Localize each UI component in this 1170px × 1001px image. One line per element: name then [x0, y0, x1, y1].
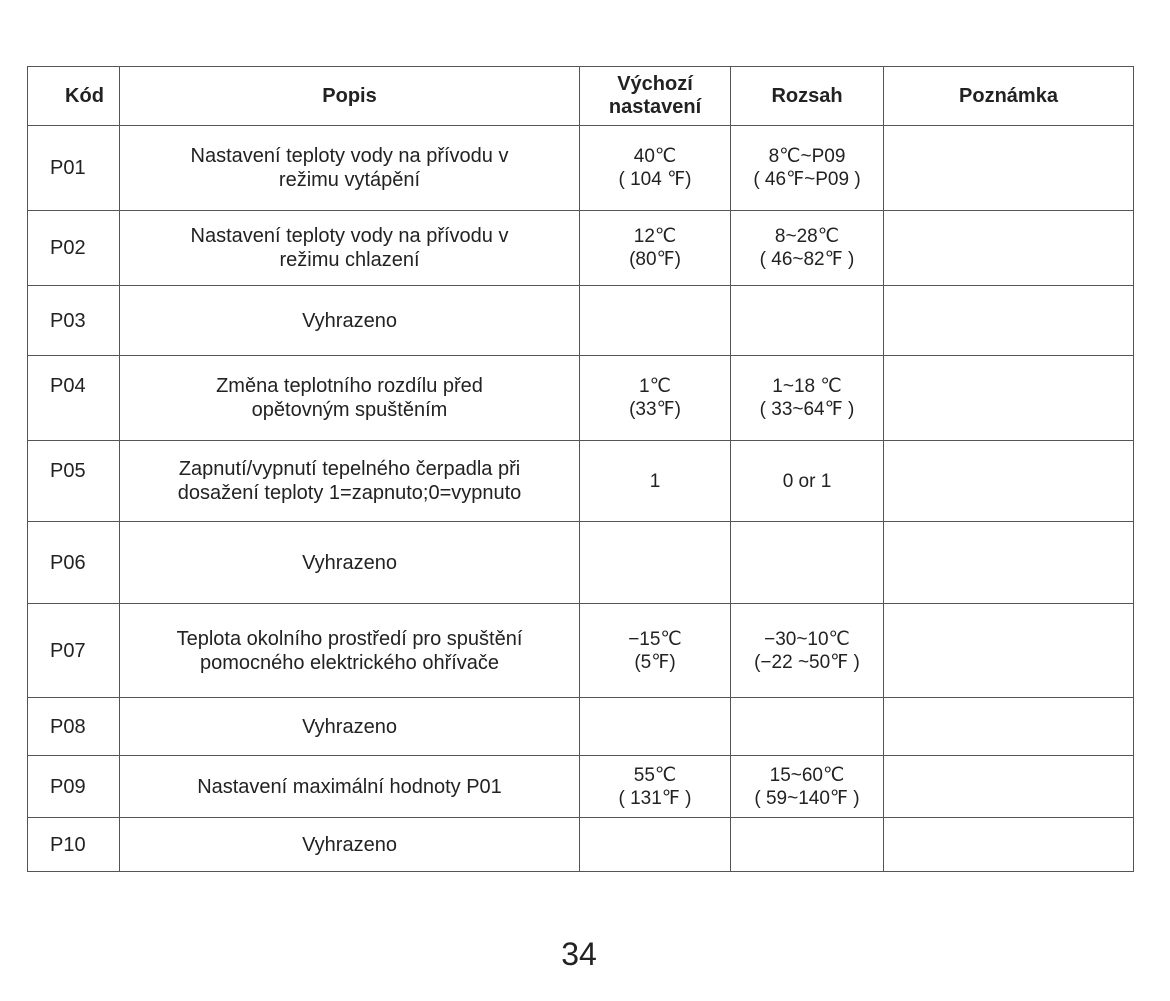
cell-range-line2: ( 33~64℉ ): [759, 399, 855, 420]
cell-default: [580, 522, 731, 604]
cell-code: P04: [28, 356, 120, 441]
cell-range: [731, 286, 884, 356]
cell-description-line2: režimu vytápění: [278, 169, 421, 191]
cell-range: [731, 818, 884, 872]
cell-note: [884, 818, 1134, 872]
cell-description-line2: pomocného elektrického ohřívače: [199, 651, 500, 674]
cell-range-line1: 8~28℃: [774, 226, 840, 247]
cell-code: P07: [28, 604, 120, 698]
cell-description-line1: Zapnutí/vypnutí tepelného čerpadla při: [178, 458, 521, 480]
cell-note: [884, 756, 1134, 818]
cell-note: [884, 604, 1134, 698]
header-code: Kód: [28, 67, 120, 126]
cell-default-line1: −15℃: [628, 628, 682, 650]
cell-default: [580, 698, 731, 756]
cell-code: P01: [28, 126, 120, 211]
cell-description-line1: Vyhrazeno: [302, 715, 397, 738]
table-row: [28, 286, 1134, 356]
cell-range: [731, 126, 884, 211]
cell-description-line1: Vyhrazeno: [302, 551, 397, 574]
header-default-line1: Výchozí: [617, 73, 693, 95]
cell-range: [731, 698, 884, 756]
cell-range-line2: ( 59~140℉ ): [754, 787, 860, 809]
cell-range-line1: 8℃~P09: [768, 146, 846, 167]
cell-description: [120, 441, 580, 522]
header-range: Rozsah: [731, 67, 884, 126]
cell-description: [120, 698, 580, 756]
cell-default-line2: ( 131℉ ): [618, 787, 692, 809]
cell-default-line1: 1: [649, 470, 661, 492]
cell-description-line2: dosažení teploty 1=zapnuto;0=vypnuto: [177, 482, 522, 504]
cell-range-line2: ( 46℉~P09 ): [753, 169, 861, 190]
cell-description: [120, 211, 580, 286]
cell-code: P02: [28, 211, 120, 286]
cell-range-line1: 0 or 1: [782, 470, 832, 492]
cell-code: P10: [28, 818, 120, 872]
cell-default-line1: 40℃: [633, 146, 677, 167]
cell-code: P05: [28, 441, 120, 522]
cell-description: [120, 356, 580, 441]
cell-code: P03: [28, 286, 120, 356]
cell-range-line2: ( 46~82℉ ): [759, 249, 855, 270]
cell-code: P08: [28, 698, 120, 756]
cell-default-line2: (80℉): [629, 249, 681, 270]
cell-description: [120, 756, 580, 818]
cell-description-line1: Změna teplotního rozdílu před: [216, 375, 483, 397]
cell-range: [731, 356, 884, 441]
header-description: Popis: [120, 67, 580, 126]
cell-description-line1: Teplota okolního prostředí pro spuštění: [176, 627, 523, 650]
cell-range: [731, 756, 884, 818]
cell-note: [884, 698, 1134, 756]
header-default-line2: nastavení: [608, 96, 702, 118]
cell-description-line1: Vyhrazeno: [302, 833, 397, 856]
cell-default-line2: (33℉): [629, 399, 681, 420]
cell-range: [731, 604, 884, 698]
table-row: [28, 211, 1134, 286]
cell-range-line1: 15~60℃: [769, 764, 845, 786]
cell-description: [120, 126, 580, 211]
cell-default-line2: (5℉): [634, 651, 676, 673]
page-number: 34: [561, 936, 597, 972]
cell-default-line2: ( 104 ℉): [618, 169, 692, 190]
cell-note: [884, 356, 1134, 441]
table-row: [28, 756, 1134, 818]
cell-default: [580, 286, 731, 356]
cell-range: [731, 441, 884, 522]
cell-note: [884, 522, 1134, 604]
header-note: Poznámka: [884, 67, 1134, 126]
cell-default: [580, 211, 731, 286]
header-default: [580, 67, 731, 126]
cell-default: [580, 126, 731, 211]
cell-code: P09: [28, 756, 120, 818]
table-row: [28, 818, 1134, 872]
table-row: [28, 522, 1134, 604]
cell-description-line1: Nastavení teploty vody na přívodu v: [190, 145, 509, 167]
cell-range-line1: −30~10℃: [764, 628, 850, 650]
cell-range: [731, 522, 884, 604]
cell-description: [120, 604, 580, 698]
cell-default-line1: 1℃: [639, 376, 671, 397]
cell-description-line1: Nastavení maximální hodnoty P01: [197, 775, 502, 798]
cell-note: [884, 286, 1134, 356]
cell-range-line1: 1~18 ℃: [772, 376, 842, 397]
cell-default-line1: 12℃: [633, 226, 677, 247]
table-row: [28, 698, 1134, 756]
table-row: [28, 126, 1134, 211]
cell-description: [120, 818, 580, 872]
table-row: [28, 441, 1134, 522]
cell-description: [120, 522, 580, 604]
cell-range: [731, 211, 884, 286]
parameter-table: [27, 66, 1134, 872]
cell-description-line1: Nastavení teploty vody na přívodu v: [190, 225, 509, 247]
cell-range-line2: (−22 ~50℉ ): [754, 651, 860, 673]
cell-default: [580, 756, 731, 818]
cell-code: P06: [28, 522, 120, 604]
cell-note: [884, 211, 1134, 286]
cell-description-line1: Vyhrazeno: [302, 309, 397, 332]
cell-note: [884, 126, 1134, 211]
cell-note: [884, 441, 1134, 522]
cell-default: [580, 604, 731, 698]
cell-default: [580, 356, 731, 441]
table-row: [28, 356, 1134, 441]
table-row: [28, 604, 1134, 698]
table-header-row: [28, 67, 1134, 126]
cell-default-line1: 55℃: [633, 764, 677, 786]
cell-description-line2: opětovným spuštěním: [251, 399, 448, 421]
cell-default: [580, 441, 731, 522]
cell-description-line2: režimu chlazení: [279, 249, 420, 271]
cell-description: [120, 286, 580, 356]
cell-default: [580, 818, 731, 872]
